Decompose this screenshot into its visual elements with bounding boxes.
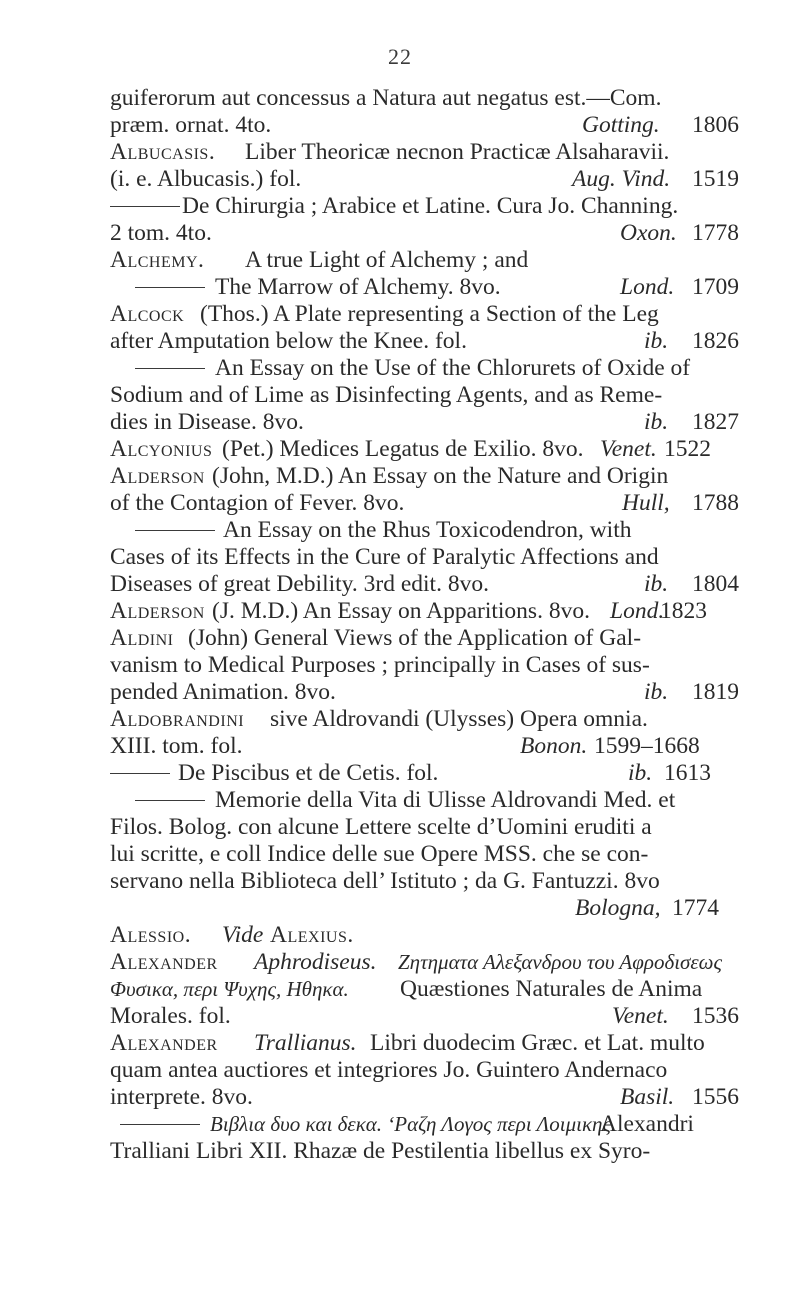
text-line (0, 83, 800, 113)
line-text: Liber Theoricæ necnon Practicæ Alsaharavii. (245, 139, 670, 165)
imprint-place: ib. (644, 328, 669, 354)
imprint-place: Lond. (610, 598, 665, 624)
entry-heading: Alchemy. (110, 247, 205, 273)
imprint-year: 1819 (692, 679, 739, 705)
ditto-rule (110, 206, 180, 207)
greek-title: Ζητηματα Αλεξανδρου του Αφροδισεως (398, 950, 723, 974)
text-line (0, 434, 800, 464)
imprint-place: Venet. (612, 1003, 669, 1029)
line-text: of the Contagion of Fever. 8vo. (110, 490, 405, 516)
imprint-year: 1827 (692, 409, 739, 435)
line-text: dies in Disease. 8vo. (110, 409, 304, 435)
text-line (0, 866, 800, 896)
text-line (0, 137, 800, 167)
line-text: pended Animation. 8vo. (110, 679, 336, 705)
imprint-year: 1823 (660, 598, 707, 624)
line-text: (Pet.) Medices Legatus de Exilio. 8vo. (222, 436, 584, 462)
cross-reference: Alexius. (270, 922, 354, 948)
line-text: De Piscibus et de Cetis. fol. (178, 760, 439, 786)
line-text: An Essay on the Rhus Toxicodendron, with (223, 517, 632, 543)
line-text: Diseases of great Debility. 3rd edit. 8vo. (110, 571, 489, 597)
line-text: quam antea auctiores et integriores Jo. Guintero Andernaco (110, 1057, 668, 1083)
line-text: guiferorum aut concessus a Natura aut negatus est.—Com. (110, 85, 662, 111)
line-text: An Essay on the Use of the Chlorurets of Oxide of (215, 355, 691, 381)
imprint-year: 1599–1668 (594, 733, 700, 759)
text-line (0, 947, 800, 977)
text-line (0, 542, 800, 572)
author-name: Aphrodiseus. (254, 949, 377, 975)
text-line (0, 272, 800, 302)
imprint-place: Aug. Vind. (572, 166, 671, 192)
line-text: præm. ornat. 4to. (110, 112, 272, 138)
greek-title: Φυσικα, περι Ψυχης, Ηθηκα. (110, 977, 349, 1001)
line-text: The Marrow of Alchemy. 8vo. (215, 274, 501, 300)
text-line (0, 1028, 800, 1058)
line-text: Cases of its Effects in the Cure of Paralytic Affections and (110, 544, 659, 570)
text-line (0, 1109, 800, 1139)
imprint-year: 1826 (692, 328, 739, 354)
imprint-year: 1556 (692, 1084, 739, 1110)
imprint-year: 1536 (692, 1003, 739, 1029)
ditto-rule (135, 368, 205, 369)
line-text: Tralliani Libri XII. Rhazæ de Pestilentia libellus ex Syro- (110, 1138, 651, 1164)
entry-heading: Alexander (110, 949, 218, 975)
imprint-year: 1522 (664, 436, 711, 462)
line-text: Sodium and of Lime as Disinfecting Agents, and as Reme- (110, 382, 663, 408)
text-line (0, 488, 800, 518)
line-text: sive Aldrovandi (Ulysses) Opera omnia. (270, 706, 648, 732)
ditto-rule (135, 530, 215, 531)
text-line (0, 785, 800, 815)
ditto-rule (135, 800, 205, 801)
line-text: after Amputation below the Knee. fol. (110, 328, 467, 354)
text-line (0, 731, 800, 761)
line-text: Memorie della Vita di Ulisse Aldrovandi Med. et (215, 787, 676, 813)
line-text: (John, M.D.) An Essay on the Nature and Origin (212, 463, 669, 489)
line-text: servano nella Biblioteca dell’ Istituto ; da G. Fantuzzi. 8vo (110, 868, 660, 894)
text-line (0, 515, 800, 545)
line-text: XIII. tom. fol. (110, 733, 243, 759)
text-line (0, 569, 800, 599)
cross-reference-vide: Vide (222, 922, 264, 948)
imprint-place: Bonon. (520, 733, 588, 759)
text-line (0, 299, 800, 329)
line-text: (J. M.D.) An Essay on Apparitions. 8vo. (212, 598, 590, 624)
ditto-rule (135, 287, 205, 288)
imprint-place: ib. (644, 409, 669, 435)
text-line (0, 839, 800, 869)
imprint-place: Lond. (620, 274, 675, 300)
text-line (0, 1055, 800, 1085)
imprint-year: 1804 (692, 571, 739, 597)
text-line (0, 974, 800, 1004)
imprint-year: 1778 (692, 220, 739, 246)
text-line (0, 326, 800, 356)
line-text: lui scritte, e coll Indice delle sue Opere MSS. che se con- (110, 841, 649, 867)
page-number: 22 (388, 44, 412, 69)
line-text: (Thos.) A Plate representing a Section of the Leg (200, 301, 659, 327)
text-line (0, 623, 800, 653)
author-name: Trallianus. (254, 1030, 357, 1056)
text-line (0, 920, 800, 950)
imprint-place: Oxon. (620, 220, 677, 246)
line-text: (i. e. Albucasis.) fol. (110, 166, 302, 192)
imprint-year: 1613 (664, 760, 711, 786)
text-line (0, 704, 800, 734)
text-line (0, 218, 800, 248)
line-text: Libri duodecim Græc. et Lat. multo (370, 1030, 705, 1056)
imprint-place: ib. (628, 760, 653, 786)
line-text: 2 tom. 4to. (110, 220, 212, 246)
imprint-year: 1709 (692, 274, 739, 300)
imprint-place: Venet. (600, 436, 657, 462)
text-line (0, 461, 800, 491)
text-line (0, 1136, 800, 1166)
text-line (0, 893, 800, 923)
imprint-year: 1519 (692, 166, 739, 192)
imprint-place: Bologna, (575, 895, 661, 921)
text-line (0, 191, 800, 221)
imprint-year: 1788 (692, 490, 739, 516)
line-text: Alexandri (600, 1111, 694, 1137)
line-text: (John) General Views of the Application of Gal- (188, 625, 642, 651)
line-text: Quæstiones Naturales de Anima (400, 976, 703, 1002)
line-text: A true Light of Alchemy ; and (245, 247, 529, 273)
entry-heading: Albucasis. (110, 139, 216, 165)
text-line (0, 758, 800, 788)
imprint-place: Hull, (622, 490, 670, 516)
entry-heading: Alderson (110, 598, 205, 624)
text-line (0, 677, 800, 707)
imprint-place: Basil. (620, 1084, 675, 1110)
text-line (0, 596, 800, 626)
ditto-rule (120, 1124, 200, 1125)
entry-heading: Alderson (110, 463, 205, 489)
text-line (0, 650, 800, 680)
text-line (0, 245, 800, 275)
imprint-year: 1806 (692, 112, 739, 138)
text-line (0, 380, 800, 410)
text-line (0, 1082, 800, 1112)
entry-heading: Alexander (110, 1030, 218, 1056)
text-line (0, 110, 800, 140)
line-text: Morales. fol. (110, 1003, 231, 1029)
line-text: vanism to Medical Purposes ; principally in Cases of sus- (110, 652, 650, 678)
imprint-year: 1774 (672, 895, 719, 921)
entry-heading: Alessio. (110, 922, 192, 948)
entry-heading: Aldini (110, 625, 174, 651)
ditto-rule (110, 773, 170, 774)
entry-heading: Aldobrandini (110, 706, 245, 732)
line-text: De Chirurgia ; Arabice et Latine. Cura Jo. Channing. (182, 193, 679, 219)
text-line (0, 353, 800, 383)
text-line (0, 407, 800, 437)
imprint-place: Gotting. (582, 112, 660, 138)
entry-heading: Alcock (110, 301, 185, 327)
imprint-place: ib. (644, 679, 669, 705)
entry-heading: Alcyonius (110, 436, 213, 462)
greek-title: Βιβλια δυο και δεκα. ‘Ραζη Λογος περι Λοιμικης. (210, 1112, 617, 1136)
text-line (0, 812, 800, 842)
text-line (0, 1001, 800, 1031)
line-text: interprete. 8vo. (110, 1084, 253, 1110)
text-line (0, 164, 800, 194)
line-text: Filos. Bolog. con alcune Lettere scelte d’Uomini eruditi a (110, 814, 652, 840)
imprint-place: ib. (644, 571, 669, 597)
